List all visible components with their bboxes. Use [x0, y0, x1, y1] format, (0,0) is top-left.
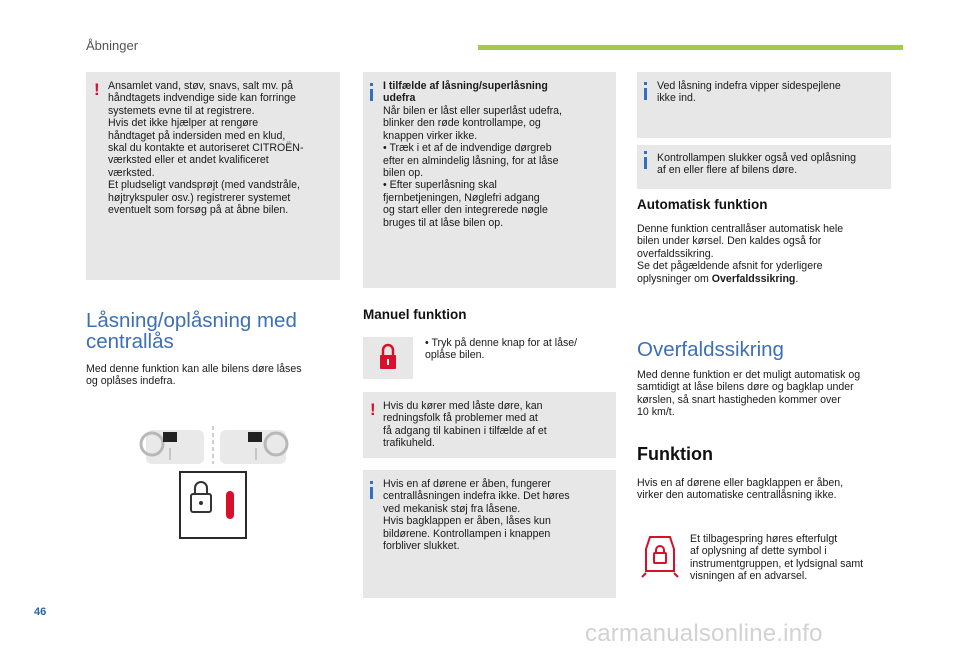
- function-icon-text: Et tilbagespring høres efterfulgt af oplysning af dette symbol i instrumentgruppen, et lydsignal samt visningen af en advarsel.: [690, 533, 864, 583]
- lock-button-icon: [363, 337, 413, 379]
- info-text: Hvis en af dørene er åben, fungerer centrallåsningen indefra ikke. Det høres ved mekanisk støj fra låsene. Hvis bagklappen er åben, låses kun bildørene. Kontrollampen i knappen forbliver slukket.: [383, 478, 570, 553]
- info-box-door-open: [363, 470, 616, 598]
- info-icon: [644, 88, 647, 100]
- automatic-function-text: Denne funktion centrallåser automatisk hele bilen under kørsel. Den kaldes også for overfaldssikring. Se det pågældende afsnit for yderligere oplysninger om Overfaldssikring.: [637, 223, 844, 285]
- warning-text: Ansamlet vand, støv, snavs, salt mv. på håndtagets indvendige side kan forringe systemets evne til at registrere. Hvis det ikke hjælper at rengøre håndtaget på indersiden med en klud, skal du kontakte et autoriseret CITROËN- værksted eller et andet kvalificeret værksted. Et pludseligt vandsprøjt (med vandstråle, højtrykspuler osv.) registrerer systemet eventuelt som forsøg på at åbne bilen.: [108, 80, 304, 217]
- info-icon: [370, 487, 373, 499]
- section-label: Åbninger: [86, 38, 139, 53]
- dashboard-illustration: [120, 420, 306, 544]
- function-text: Hvis en af dørene eller bagklappen er åben, virker den automatiske centrallåsning ikke.: [637, 477, 844, 502]
- lock-switch-panel: [180, 472, 246, 538]
- info-box-mirrors: [637, 72, 891, 138]
- lock-button-icon-box: [363, 337, 413, 379]
- info-icon: [370, 89, 373, 101]
- warning-box-cleaning: [86, 72, 340, 280]
- left-seat-illustration: [141, 430, 204, 464]
- section-title-central-lock: Låsning/oplåsning med centrallås: [86, 309, 297, 353]
- function-title: Funktion: [637, 444, 713, 464]
- anti-hijack-description: Med denne funktion er det muligt automatisk og samtidigt at låse bilens døre og bagklap under kørslen, så snart hastigheden kommer over 10 km/t.: [637, 369, 861, 419]
- manual-function-title: Manuel funktion: [363, 307, 467, 322]
- automatic-function-title: Automatisk funktion: [637, 197, 768, 212]
- warning-text: Hvis du kører med låste døre, kan redningsfolk få problemer med at få adgang til kabinen i tilfælde af et trafikuheld.: [383, 400, 547, 450]
- warning-icon: !: [370, 400, 376, 419]
- info-text: Ved låsning indefra vipper sidespejlene ikke ind.: [657, 80, 841, 105]
- section-title-anti-hijack: Overfaldssikring: [637, 338, 784, 361]
- manual-function-text: • Tryk på denne knap for at låse/ oplåse bilen.: [425, 337, 578, 362]
- car-lock-warning-icon: [640, 533, 680, 579]
- info-title: I tilfælde af låsning/superlåsning udefra: [383, 80, 548, 105]
- info-icon: [644, 157, 647, 169]
- right-seat-illustration: [220, 430, 287, 464]
- warning-icon: !: [94, 80, 100, 99]
- watermark: carmanualsonline.info: [585, 620, 823, 647]
- info-box-external-lock: [363, 72, 616, 288]
- info-box-indicator-off: [637, 145, 891, 189]
- cross-reference-link: Overfaldssikring: [711, 272, 796, 285]
- central-lock-description: Med denne funktion kan alle bilens døre låses og oplåses indefra.: [86, 363, 302, 388]
- warning-box-locked-doors: [363, 392, 616, 458]
- header-accent-bar: [478, 45, 903, 50]
- page-number: 46: [34, 606, 47, 618]
- info-text: Kontrollampen slukker også ved oplåsning af en eller flere af bilens døre.: [657, 152, 857, 177]
- info-body: Når bilen er låst eller superlåst udefra, blinker den røde kontrollampe, og knappen virker ikke. • Træk i et af de indvendige dørgreb efter en almindelig låsning, for at låse bilen op. • Efter superlåsning skal fjernbetjeningen, Nøglefri adgang og start eller den integrerede nøgle bruges til at låse bilen op.: [383, 105, 563, 229]
